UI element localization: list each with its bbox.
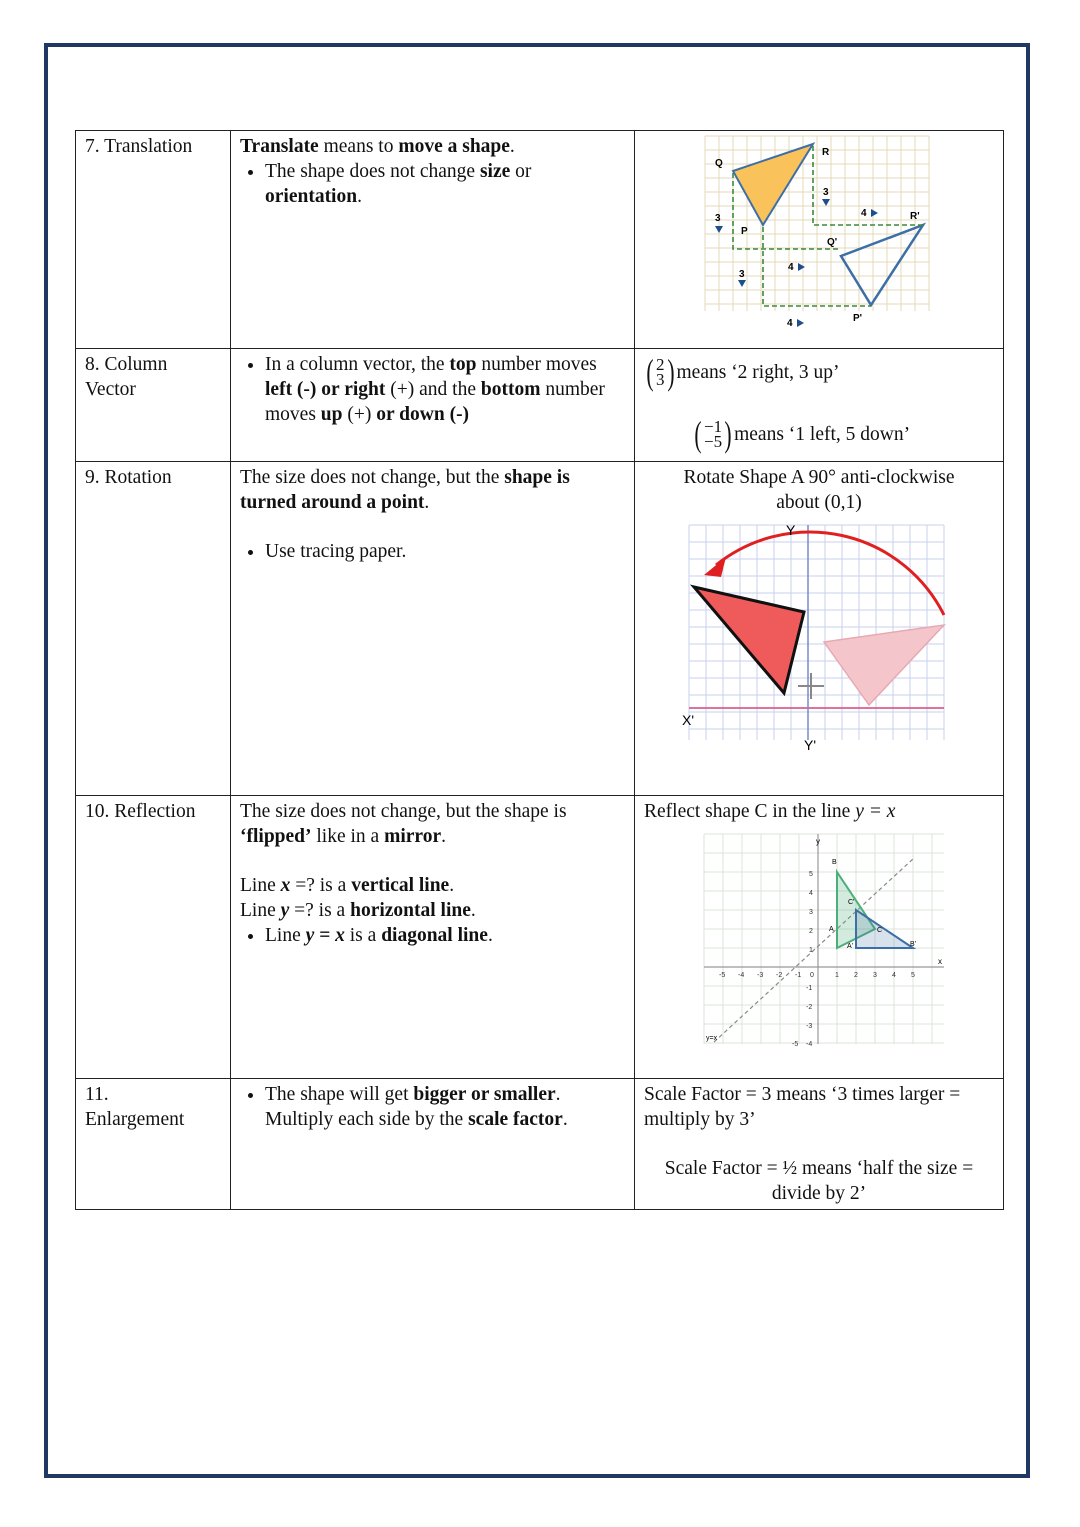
line-y-note	[240, 898, 625, 923]
label-a-prime: A'	[847, 943, 854, 950]
text: .	[487, 925, 493, 946]
text: means to	[318, 136, 399, 157]
text: .	[509, 136, 515, 157]
y-tick: -5	[792, 1041, 799, 1048]
x-tick-labels	[719, 972, 915, 979]
bullet-diagonal-line	[265, 923, 625, 948]
y-tick: -2	[806, 1004, 813, 1011]
shape-pqr-image	[841, 225, 923, 305]
x-tick: 1	[835, 972, 839, 979]
y-tick: 2	[809, 928, 813, 935]
vector-meaning: means ‘1 left, 5 down’	[734, 423, 911, 445]
label-line-y-x: y=x	[706, 1035, 718, 1042]
x-tick: -1	[795, 972, 802, 979]
column-vector: ( −1 −5 )	[694, 414, 732, 454]
text: .	[562, 1109, 568, 1130]
vector-meaning: means ‘2 right, 3 up’	[676, 361, 840, 383]
bullet-rotation: • Use tracing paper.	[265, 539, 625, 564]
topic-line: Enlargement	[85, 1109, 185, 1130]
text: like in a	[311, 826, 385, 847]
math-eq: y = x	[855, 801, 896, 822]
text-bold: size	[479, 161, 511, 182]
translation-grid	[705, 136, 929, 311]
label-x-axis: x	[938, 957, 942, 966]
text-bold: or down (-)	[376, 404, 470, 425]
label-a: A	[829, 926, 834, 933]
x-tick: 4	[892, 972, 896, 979]
text: Multiply each side by the	[265, 1109, 469, 1130]
text-bold: vertical line	[351, 875, 450, 896]
text: Line	[240, 900, 281, 921]
label-4-mid: 4	[788, 262, 794, 273]
text: The shape does not change	[265, 161, 480, 182]
text: Reflect shape C in the line	[644, 801, 856, 822]
y-tick: 5	[809, 871, 813, 878]
example-rotation	[635, 462, 1004, 796]
desc-reflection	[231, 796, 635, 1079]
y-tick: -4	[806, 1041, 813, 1048]
text: .	[555, 1084, 561, 1105]
example-translation	[635, 131, 1004, 349]
label-3-mid: 3	[739, 269, 745, 280]
text-bold: left (-) or right	[265, 379, 386, 400]
label-y-prime: Y'	[804, 737, 817, 753]
bullet-enlargement	[265, 1082, 625, 1132]
desc-enlargement	[231, 1079, 635, 1210]
text-bold: bottom	[480, 379, 541, 400]
label-p: P	[741, 226, 748, 237]
y-tick: 4	[809, 890, 813, 897]
x-tick: -3	[757, 972, 764, 979]
row-reflection	[76, 796, 1004, 1079]
bullet-translation	[265, 159, 625, 209]
text: .	[441, 826, 446, 847]
translation-diagram	[635, 131, 1003, 341]
text: .	[424, 492, 430, 513]
scale-factor-half-note	[644, 1156, 994, 1206]
label-c: C	[877, 927, 883, 934]
column-vector: ( 2 3 )	[646, 352, 675, 392]
label-r-prime: R'	[910, 211, 920, 222]
term-translate: Translate	[240, 136, 319, 157]
vector-top: 2	[656, 355, 665, 374]
text: The shape will get	[265, 1084, 414, 1105]
maths-notes-table	[75, 130, 1004, 1210]
row-translation	[76, 131, 1004, 349]
math-var: y = x	[305, 925, 345, 946]
text-bold: bigger or smaller	[413, 1084, 556, 1105]
label-r: R	[822, 147, 830, 158]
desc-translation	[231, 131, 635, 349]
shape-a-image	[694, 587, 804, 693]
x-tick: -4	[738, 972, 745, 979]
reflection-grid	[704, 834, 944, 1044]
label-b-prime: B'	[910, 941, 917, 948]
vector-bottom: −5	[704, 432, 723, 451]
text-bold: diagonal line	[381, 925, 488, 946]
text-bold: up	[320, 404, 343, 425]
text: or	[510, 161, 532, 182]
text: .	[357, 186, 362, 207]
x-tick: 5	[911, 972, 915, 979]
text: .	[449, 875, 455, 896]
label-y-axis: y	[816, 837, 820, 846]
reflection-diagram	[644, 824, 994, 1049]
note-line: Scale Factor = ½ means ‘half the size =	[664, 1158, 974, 1179]
vector-bottom: 3	[656, 370, 665, 389]
text: In a column vector, the	[265, 354, 450, 375]
label-y: Y	[786, 522, 796, 538]
text-bold: scale factor	[468, 1109, 563, 1130]
text: number moves	[476, 354, 597, 375]
row-enlargement	[76, 1079, 1004, 1210]
example-enlargement	[635, 1079, 1004, 1210]
line-y-equals-x	[714, 858, 917, 1042]
x-tick: 0	[810, 972, 814, 979]
topic-rotation: 9. Rotation	[76, 462, 231, 796]
example-reflection	[635, 796, 1004, 1079]
desc-rotation	[231, 462, 635, 796]
scale-factor-3-note: Scale Factor = 3 means ‘3 times larger = multiply by 3’	[644, 1084, 961, 1130]
label-c-prime: C'	[848, 899, 855, 906]
text-bold: mirror	[384, 826, 442, 847]
text: =? is a	[290, 875, 352, 896]
text: (+)	[342, 404, 377, 425]
note-line: divide by 2’	[771, 1183, 867, 1204]
topic-enlargement	[76, 1079, 231, 1210]
vector-example-1	[644, 351, 994, 393]
x-tick: -2	[776, 972, 783, 979]
y-tick-labels	[792, 871, 813, 1048]
desc-column-vector	[231, 349, 635, 462]
label-x-prime: X'	[682, 712, 695, 728]
bullet-column-vector	[265, 352, 625, 427]
topic-column-vector	[76, 349, 231, 462]
label-3-left: 3	[715, 213, 721, 224]
y-tick: -1	[806, 985, 813, 992]
rotation-instruction: Rotate Shape A 90° anti-clockwise	[683, 467, 955, 488]
label-b: B	[832, 859, 837, 866]
text: Line	[265, 925, 306, 946]
text-bold: horizontal line	[350, 900, 471, 921]
text-bold: ‘flipped’	[240, 826, 312, 847]
text: .	[470, 900, 476, 921]
label-4-right: 4	[861, 208, 867, 219]
x-tick: 2	[854, 972, 858, 979]
rotation-diagram	[644, 515, 994, 765]
shape-pqr	[733, 144, 813, 225]
topic-line: Vector	[85, 379, 136, 400]
line-x-note	[240, 873, 625, 898]
text-bold: shape is turned around a point	[240, 467, 570, 513]
text: is a	[344, 925, 382, 946]
topic-translation: 7. Translation	[76, 131, 231, 349]
text: number moves	[265, 379, 605, 425]
text: The size does not change, but the shape is	[240, 801, 567, 822]
y-tick: 1	[809, 947, 813, 954]
text-bold: orientation	[265, 186, 358, 207]
y-tick: -3	[806, 1023, 813, 1030]
rotation-centre: about (0,1)	[776, 492, 862, 513]
reflection-instruction	[644, 799, 994, 824]
label-q-prime: Q'	[827, 237, 838, 248]
row-column-vector	[76, 349, 1004, 462]
text: The size does not change, but the	[240, 467, 505, 488]
row-rotation	[76, 462, 1004, 796]
math-var: x	[280, 875, 291, 896]
label-3-right: 3	[823, 187, 829, 198]
x-tick: -5	[719, 972, 726, 979]
translation-arrows	[715, 199, 878, 327]
text: Line	[240, 875, 281, 896]
vector-top: −1	[704, 417, 723, 436]
topic-line: 11.	[85, 1084, 109, 1105]
label-4-bottom: 4	[787, 318, 793, 329]
y-tick: 3	[809, 909, 813, 916]
vector-example-2	[644, 413, 994, 455]
text: =? is a	[289, 900, 351, 921]
text: (+) and the	[385, 379, 481, 400]
x-tick: 3	[873, 972, 877, 979]
example-column-vector	[635, 349, 1004, 462]
math-var: y	[280, 900, 290, 921]
topic-line: 8. Column	[85, 354, 168, 375]
text-bold: top	[449, 354, 477, 375]
text-bold: move a shape	[398, 136, 510, 157]
label-q: Q	[715, 158, 723, 169]
label-p-prime: P'	[853, 313, 863, 324]
topic-reflection: 10. Reflection	[76, 796, 231, 1079]
